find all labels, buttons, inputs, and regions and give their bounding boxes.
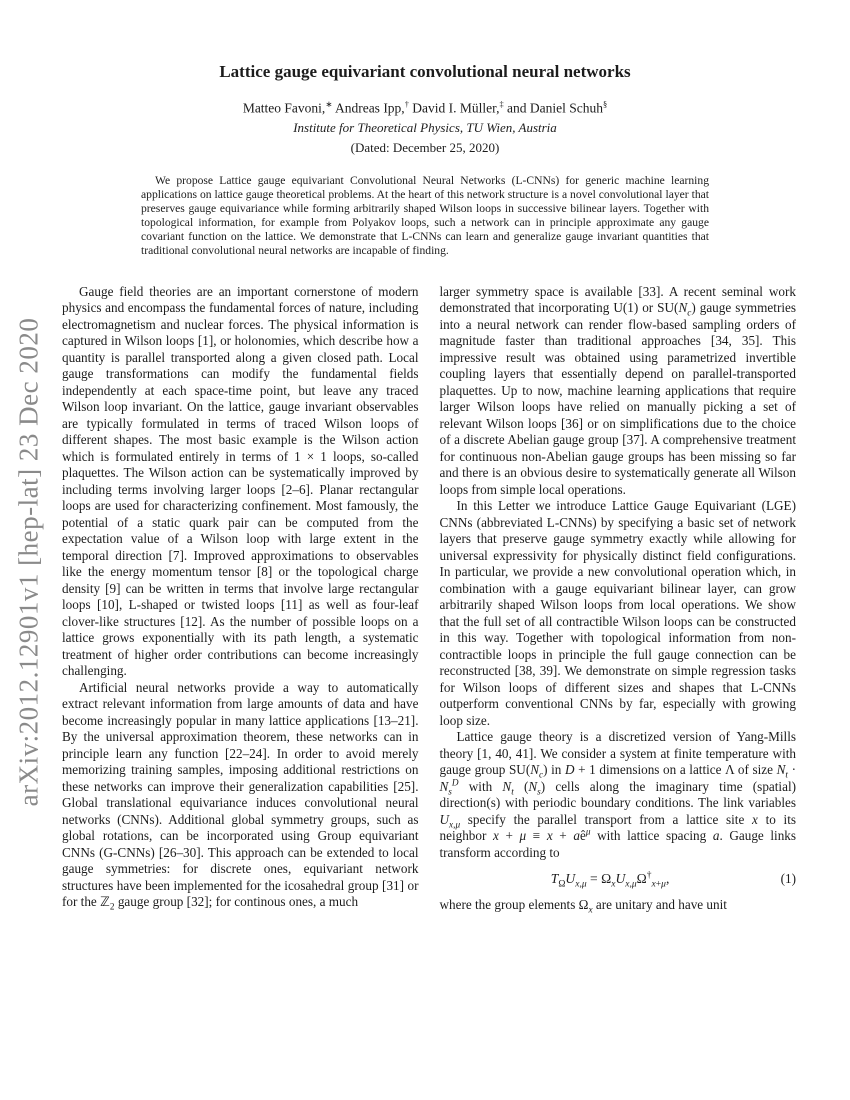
body-paragraph: Gauge field theories are an important cornerstone of modern physics and encompass the fundamental forces of nature, including electromagnetism and nuclear forces. The physical information is captured in Wilson loops [1], or holonomies, which describe how a quantity is parallel transported along a given closed path. Local gauge transformations can modify the fundamental fields independently at each space-time point, but leave any traced Wilson loop invariant. On the lattice, gauge invariant observables are typically formulated in terms of traced Wilson loops of different shapes. The most basic example is the Wilson action which is formulated entirely in terms of 1 × 1 loops, so-called plaquettes. The Wilson action can be systematically improved by including terms involving larger loops [2–6]. Planar rectangular loops are used for characterizing confinement. Most famously, the potential of a static quark pair can be computed from the expectation value of a Wilson loop with large extent in the temporal direction [7]. Improved approximations to observables like the energy momentum tensor [8] or the topological charge density [9] can be written in terms that involve large rectangular loops [10], L-shaped or twisted loops [11] as well as four-leaf clover-like structures [12]. As the number of possible loops on a lattice grows exponentially with its path length, a systematic treatment of higher order contributions can become increasingly challenging. [62, 283, 419, 679]
paper-title: Lattice gauge equivariant convolutional neural networks [219, 62, 631, 81]
body-paragraph: Lattice gauge theory is a discretized version of Yang-Mills theory [1, 40, 41]. We consider a system at finite temperature with gauge group $SU(N_c)$ in D + 1 dimensions on a lattice Λ of size $N_t \cdot N_s^D$ with $N_t$ $(N_s)$ cells along the imaginary time (spatial) direction(s) with periodic boundary conditions. The link variables $U_{x,\mu}$ specify the parallel transport from a lattice site x to its neighbor $x + \mu \equiv x + aê^\mu$ with lattice spacing a. Gauge links transform according to [439, 729, 797, 860]
abstract: We propose Lattice gauge equivariant Convolutional Neural Networks (L-CNNs) for generic machine learning applications on lattice gauge theoretical problems. At the heart of this network structure is a novel convolutional layer that preserves gauge equivariance while forming arbitrarily shaped Wilson loops in successive bilinear layers. Together with topological information, for example from Polyakov loops, such a network can in principle approximate any gauge covariant function on the lattice. We demonstrate that L-CNNs can learn and generalize gauge invariant quantities that traditional convolutional neural networks are incapable of finding. [141, 173, 709, 257]
body-paragraph: In this Letter we introduce Lattice Gauge Equivariant (LGE) CNNs (abbreviated L-CNNs) by specifying a basic set of network layers that preserve gauge symmetry exactly while allowing for universal expressivity for physically distinct field configurations. In particular, we provide a new convolutional operation which, in combination with a gauge equivariant bilinear layer, can grow arbitrarily shaped Wilson loops from local operations. We show that the full set of all contractible Wilson loops can be constructed in this way. Together with topological information from non-contractible loops in principle the full gauge connection can be reconstructed [38, 39]. We demonstrate on simple regression tasks for Wilson loops of different sizes and shapes that L-CNNs outperform conventional CNNs by far, especially with growing loop size. [439, 498, 796, 728]
body-paragraph: larger symmetry space is available [33]. A recent seminal work demonstrated that incorporating U(1) or $SU(N_c)$ gauge symmetries into a neural network can render flow-based sampling orders of magnitude faster than traditional approaches [34, 35]. This impressive result was obtained using parametrized invertible coupling layers that essentially depend on parallel-transported plaquettes. Up to now, machine learning applications that require larger Wilson loops have relied on manually picking a set of relevant Wilson loops [36] or on simplifications due to the choice of a discrete Abelian gauge group [37]. A comprehensive treatment for continuous non-Abelian gauge groups has been missing so far and there is an obvious desire to systematically generate all Wilson loops from simple local operations. [439, 283, 796, 497]
equation-body: $T_\Omega U_{x,\mu} = \Omega_xU_{x,\mu}\Omega^\dagger_{x+\mu}$, [550, 870, 670, 890]
date-line: (Dated: December 25, 2020) [350, 139, 500, 155]
display-equation [440, 871, 797, 888]
author-line: Matteo Favoni,∗ Andreas Ipp,† David I. Müller,‡ and Daniel Schuh§ [242, 100, 608, 116]
affiliation-line: Institute for Theoretical Physics, TU Wien, Austria [293, 119, 557, 135]
body-paragraph: Artificial neural networks provide a way to automatically extract relevant information from large amounts of data and have become increasingly popular in many lattice applications [13–21]. By the universal approximation theorem, these networks can in principle learn any function [22–24]. In order to avoid merely memorizing training samples, imposing additional restrictions on these networks can improve their generalization capabilities [25]. Global translational equivariance induces convolutional neural networks (CNNs). Additional global symmetry groups, such as global rotations, can be incorporated using Group equivariant CNNs (G-CNNs) [26–30]. This approach can be extended to local gauge symmetries: for discrete ones, equivariant network structures have been implemented for the icosahedral group [31] or for the ℤ$_2$ gauge group [32]; for continous ones, a much [62, 679, 419, 912]
two-column-body [0, 258, 850, 914]
equation-number: (1) [780, 871, 796, 887]
body-paragraph: where the group elements $\Omega_x$ are unitary and have unit [439, 897, 727, 915]
right-column [440, 284, 797, 914]
left-column [62, 284, 419, 914]
arxiv-watermark: arXiv:2012.12901v1 [hep-lat] 23 Dec 2020 [13, 317, 44, 807]
